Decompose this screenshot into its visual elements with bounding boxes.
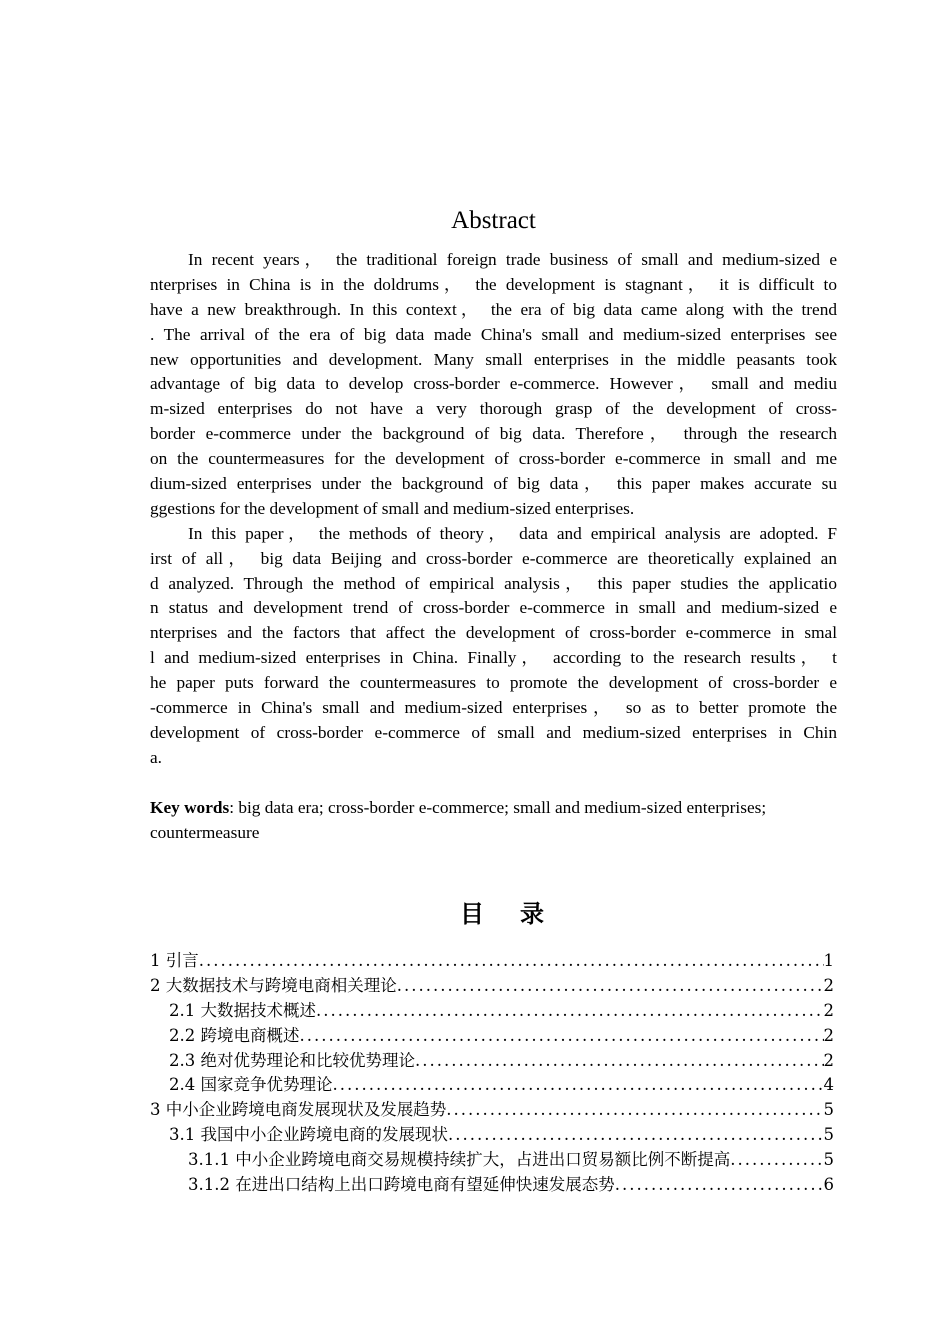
toc-entry-label: 3 中小企业跨境电商发展现状及发展趋势 [150,1100,447,1120]
keywords-label: Key words [150,798,230,817]
dot-leader [730,1148,823,1173]
dot-leader [333,1073,824,1098]
dot-leader [316,999,824,1024]
toc-entry-label: 3.1.2 在进出口结构上出口跨境电商有望延伸快速发展态势 [188,1175,615,1195]
toc-entry-label: 1 引言 [150,951,199,970]
dot-leader [300,1024,824,1049]
abstract-line: m-sized enterprises do not have a very thorough grasp of the development of cross- [150,399,837,419]
abstract-line: a. [150,747,162,767]
abstract-line: d analyzed. Through the method of empirical analysis， this paper studies the applicatio [150,573,837,593]
toc-entry-label: 3.1 我国中小企业跨境电商的发展现状 [169,1125,448,1145]
dot-leader [448,1123,824,1148]
abstract-line: In this paper， the methods of theory， data and empirical analysis are adopted. F [188,523,837,543]
abstract-line: ggestions for the development of small and medium-sized enterprises. [150,498,635,518]
toc-entry-label: 2.2 跨境电商概述 [169,1025,300,1045]
dot-leader [615,1173,824,1198]
abstract-line: on the countermeasures for the development of cross-border e-commerce in small and me [150,449,837,469]
toc-entry[interactable] [150,1073,834,1098]
toc-entry[interactable] [150,1123,834,1148]
toc-entry-label: 2.4 国家竞争优势理论 [169,1075,333,1095]
abstract-body [150,248,837,771]
toc-entry-page: 1 [823,951,834,970]
toc-entry-label: 2.1 大数据技术概述 [169,1000,316,1020]
toc-entry[interactable] [150,1148,834,1173]
toc-entry-page: 2 [823,975,834,995]
toc-entry[interactable] [150,974,834,999]
table-of-contents [150,949,834,1198]
toc-entry-page: 2 [823,1050,834,1070]
abstract-line: n status and development trend of cross-border e-commerce in small and medium-sized e [150,598,837,618]
toc-entry-page: 4 [823,1075,834,1095]
abstract-line: -commerce in China's small and medium-sized enterprises， so as to better promote the [150,698,837,718]
abstract-line: nterprises in China is in the doldrums， the development is stagnant， it is difficult to [150,274,837,294]
toc-entry-page: 5 [823,1100,834,1120]
toc-entry-label: 3.1.1 中小企业跨境电商交易规模持续扩大，占进出口贸易额比例不断提高 [188,1150,731,1170]
abstract-line: irst of all， big data Beijing and cross-border e-commerce are theoretically explained an [150,548,837,568]
toc-entry-page: 5 [823,1125,834,1145]
keywords-text-cont: countermeasure [150,822,260,842]
toc-entry-page: 2 [823,1000,834,1020]
abstract-line: he paper puts forward the countermeasures to promote the development of cross-border e [150,673,837,693]
toc-entry-label: 2.3 绝对优势理论和比较优势理论 [169,1050,415,1070]
abstract-line: l and medium-sized enterprises in China. Finally， according to the research results， t [150,648,837,668]
toc-entry[interactable] [150,1024,834,1049]
abstract-line: In recent years， the traditional foreign trade business of small and medium-sized e [188,250,837,269]
dot-leader [446,1098,823,1123]
toc-entry-label: 2 大数据技术与跨境电商相关理论 [150,975,397,995]
abstract-line: development of cross-border e-commerce of small and medium-sized enterprises in Chin [150,722,837,742]
abstract-line: . The arrival of the era of big data made China's small and medium-sized enterprises see [150,324,837,344]
toc-entry[interactable] [150,949,834,974]
toc-entry[interactable] [150,1049,834,1074]
abstract-line: nterprises and the factors that affect the development of cross-border e-commerce in smal [150,623,837,643]
toc-entry-page: 6 [823,1175,834,1195]
keywords-text: : big data era; cross-border e-commerce; small and medium-sized enterprises; [229,798,767,817]
dot-leader [397,974,824,999]
toc-entry[interactable] [150,1173,834,1198]
keywords [150,796,837,846]
abstract-line: advantage of big data to develop cross-border e-commerce. However， small and mediu [150,374,837,394]
toc-entry[interactable] [150,1098,834,1123]
abstract-line: border e-commerce under the background of big data. Therefore， through the research [150,424,837,444]
toc-title: 目录 [460,900,580,928]
toc-entry[interactable] [150,999,834,1024]
abstract-line: have a new breakthrough. In this context， the era of big data came along with the trend [150,299,837,319]
abstract-title: Abstract [451,207,536,234]
abstract-line: dium-sized enterprises under the background of big data， this paper makes accurate su [150,474,837,494]
dot-leader [199,949,824,974]
toc-entry-page: 5 [823,1150,834,1170]
dot-leader [415,1049,824,1074]
abstract-line: new opportunities and development. Many small enterprises in the middle peasants took [150,349,837,369]
toc-entry-page: 2 [823,1025,834,1045]
